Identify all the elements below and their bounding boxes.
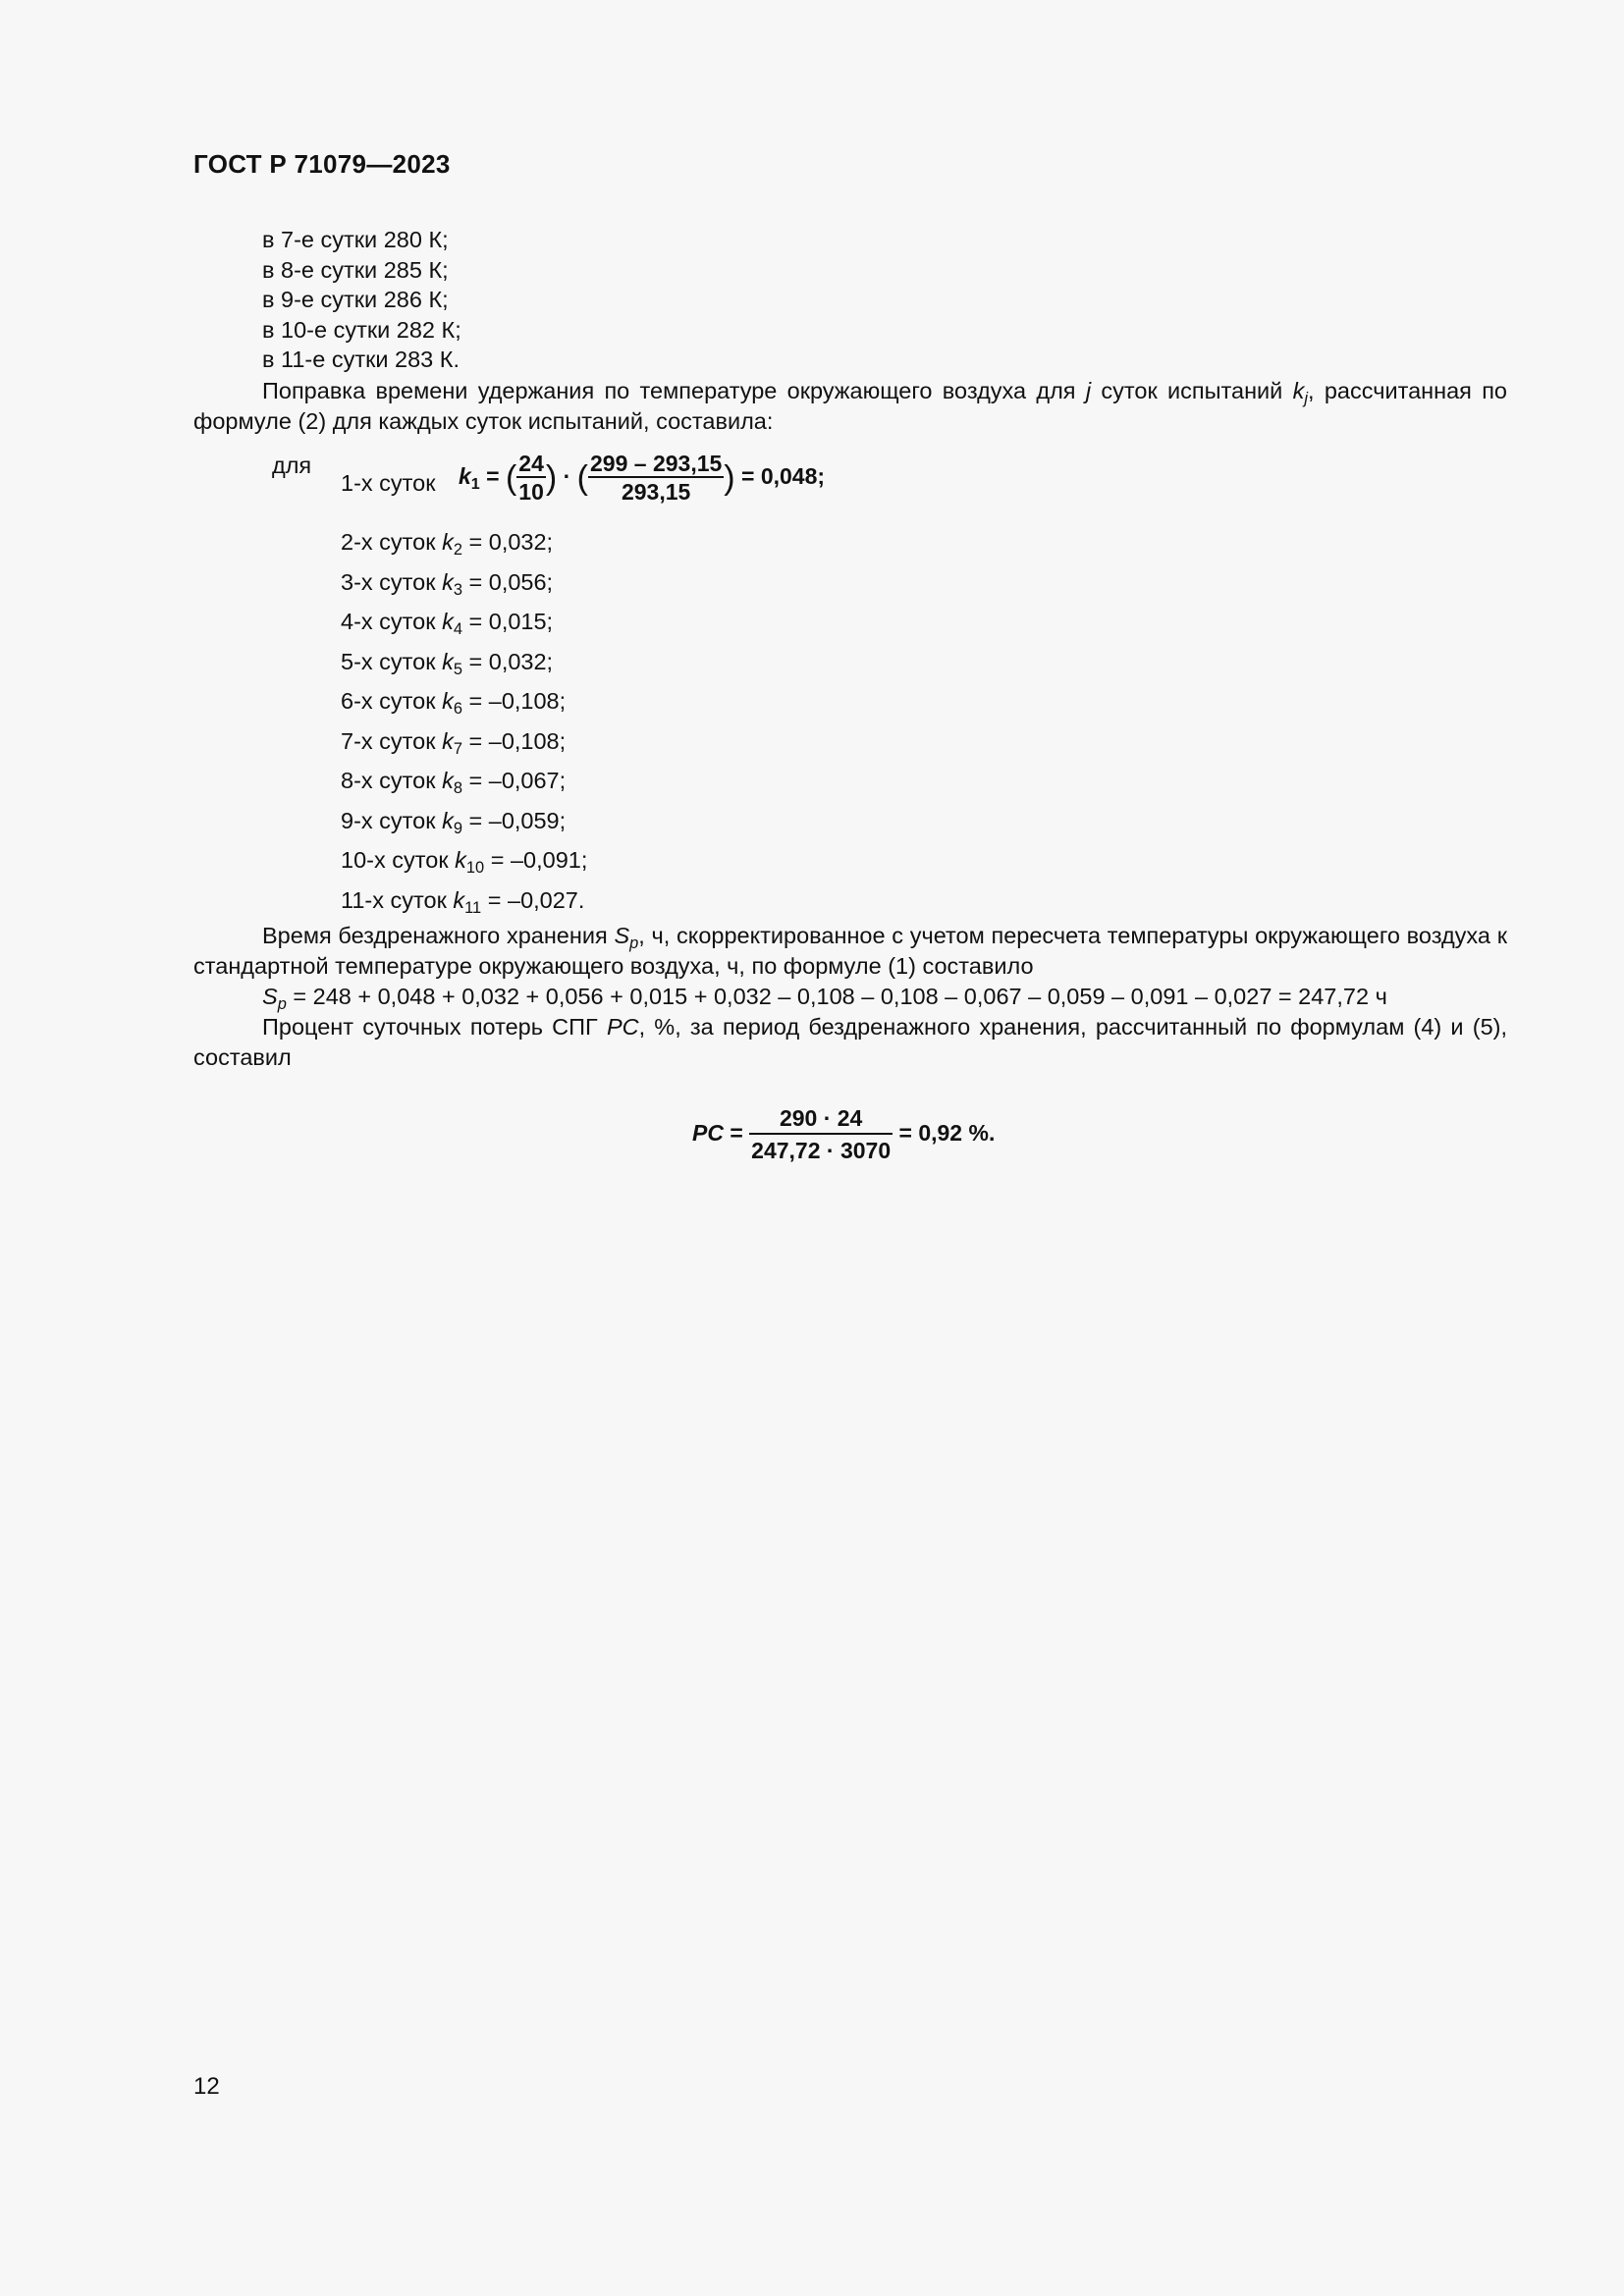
temperature-item: в 10-е сутки 282 К; — [262, 316, 461, 343]
k-values-list — [341, 527, 587, 925]
formula-k1-label: 1-х суток — [341, 470, 436, 496]
formula-k1 — [272, 451, 1057, 519]
formula-pc: PC = $\frac{290 \cdot 24}{247,72 \cdot 3070}$ = 0,92 %. — [692, 1105, 996, 1163]
formula-k1-expression: $k_1$ = ( $\frac{24}{10}$ ) · ( $\frac{299 - 293,15}{293,15}$ ) = 0,048; — [459, 451, 826, 505]
paragraph-daily-loss: Процент суточных потерь СПГ PC, %, за период бездренажного хранения, рассчитанный по формулам (4) и (5), составил — [193, 1014, 1507, 1070]
k-value-item: 7-х суток $k_7 = -0,108$; — [341, 727, 567, 758]
temperature-item: в 11-е сутки 283 К. — [262, 347, 460, 372]
k-value-item: 9-х суток $k_9 = -0,059$; — [341, 807, 567, 837]
k-value-item: 11-х суток $k_{11} = -0,027$. — [341, 886, 585, 917]
document-header: ГОСТ Р 71079—2023 — [193, 149, 451, 179]
k-value-item: 8-х суток $k_8 = -0,067$; — [341, 768, 567, 797]
k-value-item: 4-х суток $k_4 = 0,015$; — [341, 609, 554, 638]
temperature-item: в 7-е сутки 280 К; — [262, 227, 449, 252]
sp-calculation: $S_p = 248 + 0,048 + 0,032 + 0,056 + 0,015 + 0,032 - 0,108 - 0,108 - 0,067 - 0,059 - 0,091 - 0,027 = 247,72$ ч — [262, 984, 1387, 1013]
page-number: 12 — [193, 2073, 220, 2100]
temperature-item: в 8-е сутки 285 К; — [262, 256, 449, 283]
paragraph-correction: Поправка времени удержания по температуре окружающего воздуха для j суток испытаний $k_j$, рассчитанная по формуле (2) для каждых суток испытаний, составила: — [193, 378, 1507, 434]
k-value-item: 6-х суток $k_6 = -0,108$; — [341, 688, 567, 718]
k-value-item: 2-х суток $k_2 = 0,032$; — [341, 529, 554, 559]
k-value-item: 10-х суток $k_{10} = -0,091$; — [341, 847, 588, 877]
temperature-list — [262, 225, 461, 375]
formula-prefix: для — [272, 453, 312, 478]
k-value-item: 5-х суток $k_5 = 0,032$; — [341, 648, 554, 678]
k-value-item: 3-х суток $k_3 = 0,056$; — [341, 568, 554, 599]
temperature-item: в 9-е сутки 286 К; — [262, 287, 449, 312]
paragraph-storage-time: Время бездренажного хранения $S_p$, ч, скорректированное с учетом пересчета температуры окружающего воздуха к стандартной температуре окружающего воздуха, ч, по формуле (1) составило — [193, 923, 1507, 979]
